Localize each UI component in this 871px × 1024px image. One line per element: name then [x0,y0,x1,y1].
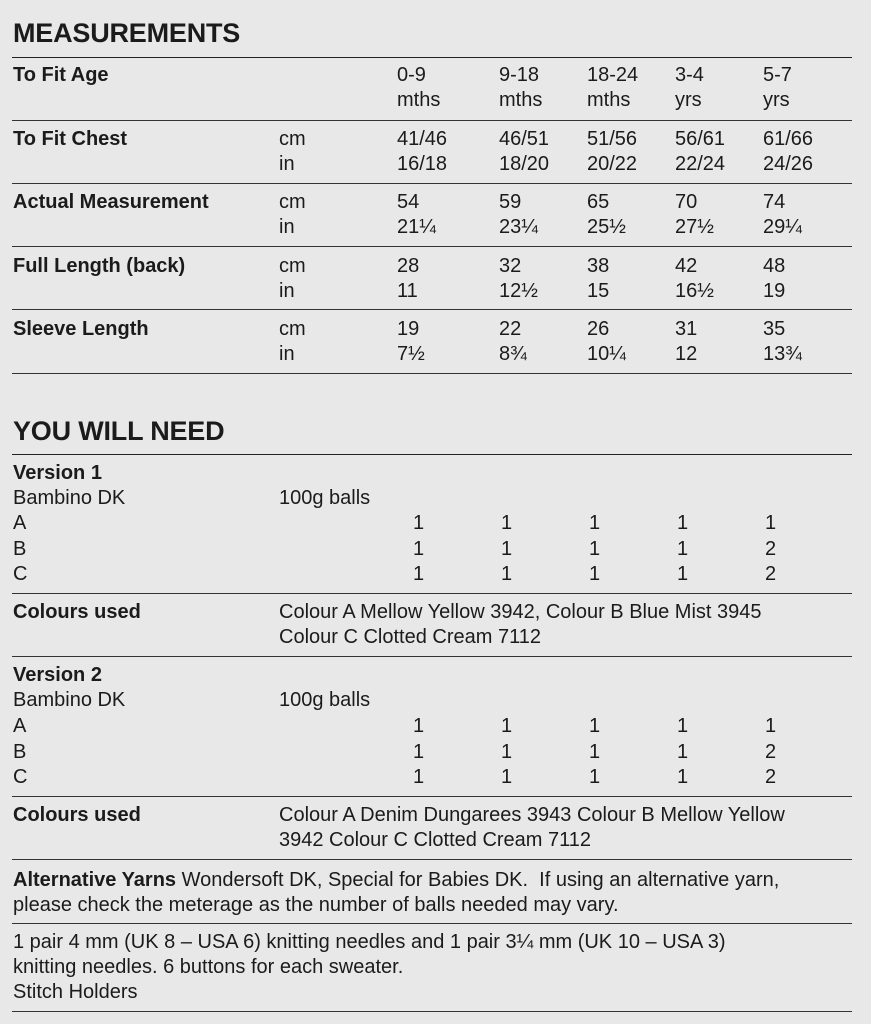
qty: 1 [677,538,689,560]
qty: 1 [589,563,601,585]
colours-used-text: Colour A Denim Dungarees 3943 Colour B Mellow Yellow 3942 Colour C Clotted Cream 7112 [279,804,785,851]
qty: 1 [589,766,601,788]
cell: 70 27½ [675,191,714,238]
cell: 48 19 [763,255,786,302]
qty: 2 [765,766,777,788]
divider [12,593,852,594]
row-units: cm in [279,255,306,302]
cell: 41/46 16/18 [397,128,448,175]
qty: 1 [501,512,513,534]
qty: 1 [501,715,513,737]
divider [12,57,852,58]
divider [12,454,852,455]
row-label: Sleeve Length [13,318,149,340]
qty: 1 [413,741,425,763]
yarn-name: Bambino DK [13,487,126,509]
qty: 1 [589,512,601,534]
colours-used-label: Colours used [13,601,141,623]
cell: 38 15 [587,255,610,302]
yarn-unit: 100g balls [279,487,371,509]
cell: 59 23¼ [499,191,538,238]
alternative-yarns-note: please check the meterage as the number of balls needed may vary. [13,894,619,916]
cell: 42 16½ [675,255,714,302]
row-label: Actual Measurement [13,191,209,213]
colours-used-text: Colour A Mellow Yellow 3942, Colour B Blue Mist 3945 Colour C Clotted Cream 7112 [279,601,762,648]
age-col-5: 5-7 yrs [763,64,792,111]
cell: 22 8¾ [499,318,527,365]
colour-letter: B [13,538,27,560]
row-label: Full Length (back) [13,255,186,277]
row-units: cm in [279,128,306,175]
cell: 54 21¼ [397,191,436,238]
divider [12,309,852,310]
row-units: cm in [279,191,306,238]
cell: 35 13¾ [763,318,802,365]
colour-letter: A [13,512,27,534]
divider [12,373,852,374]
qty: 1 [413,538,425,560]
age-label: To Fit Age [13,64,109,86]
version-title: Version 1 [13,462,102,484]
cell: 56/61 22/24 [675,128,726,175]
qty: 1 [413,512,425,534]
divider [12,120,852,121]
qty: 1 [677,741,689,763]
needles-line-2: knitting needles. 6 buttons for each sweater. [13,956,404,978]
yarn-name: Bambino DK [13,689,126,711]
qty: 1 [677,715,689,737]
alternative-yarns-line [13,868,779,893]
qty: 1 [413,715,425,737]
qty: 1 [501,563,513,585]
age-col-4: 3-4 yrs [675,64,704,111]
age-col-3: 18-24 mths [587,64,639,111]
yarn-unit: 100g balls [279,689,371,711]
cell: 31 12 [675,318,698,365]
colour-letter: C [13,766,28,788]
cell: 65 25½ [587,191,626,238]
qty: 1 [501,538,513,560]
qty: 1 [589,741,601,763]
qty: 2 [765,538,777,560]
needles-line-1: 1 pair 4 mm (UK 8 – USA 6) knitting needles and 1 pair 3¼ mm (UK 10 – USA 3) [13,931,726,953]
divider [12,183,852,184]
divider [12,1011,852,1012]
qty: 1 [589,715,601,737]
qty: 1 [413,563,425,585]
row-units: cm in [279,318,306,365]
cell: 32 12½ [499,255,538,302]
qty: 1 [501,766,513,788]
divider [12,923,852,924]
needs-title: YOU WILL NEED [13,416,225,446]
age-col-1: 0-9 mths [397,64,441,111]
cell: 46/51 18/20 [499,128,550,175]
qty: 1 [677,766,689,788]
qty: 1 [677,512,689,534]
qty: 1 [413,766,425,788]
cell: 28 11 [397,255,420,302]
divider [12,656,852,657]
colour-letter: B [13,741,27,763]
cell: 61/66 24/26 [763,128,814,175]
alternative-yarns-text: Wondersoft DK, Special for Babies DK. If using an alternative yarn, [176,869,780,891]
stitch-holders: Stitch Holders [13,981,138,1003]
qty: 1 [589,538,601,560]
colour-letter: C [13,563,28,585]
qty: 1 [765,512,777,534]
version-title: Version 2 [13,664,102,686]
colour-letter: A [13,715,27,737]
divider [12,796,852,797]
cell: 19 7½ [397,318,425,365]
colours-used-label: Colours used [13,804,141,826]
qty: 1 [677,563,689,585]
qty: 1 [501,741,513,763]
divider [12,859,852,860]
row-label: To Fit Chest [13,128,128,150]
qty: 1 [765,715,777,737]
cell: 51/56 20/22 [587,128,638,175]
measurements-title: MEASUREMENTS [13,18,241,48]
divider [12,246,852,247]
age-col-2: 9-18 mths [499,64,543,111]
qty: 2 [765,741,777,763]
cell: 26 10¼ [587,318,626,365]
qty: 2 [765,563,777,585]
alternative-yarns-label: Alternative Yarns [13,869,177,891]
cell: 74 29¼ [763,191,802,238]
